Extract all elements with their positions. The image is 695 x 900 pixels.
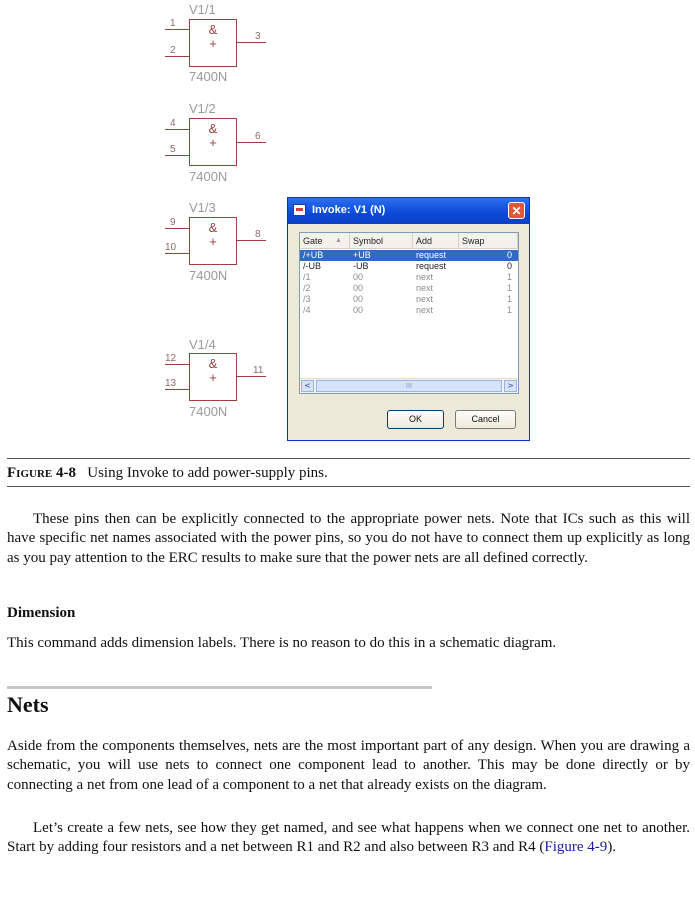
- pin-number: 6: [255, 131, 261, 142]
- pin-number: 13: [165, 378, 177, 389]
- cell-swap: 1: [507, 272, 513, 282]
- section-heading-nets: Nets: [7, 692, 49, 717]
- paragraph: [7, 737, 690, 795]
- cell-gate: /3: [303, 294, 311, 304]
- cell-symbol: +UB: [353, 250, 371, 260]
- and-symbol: &: [208, 121, 218, 136]
- cell-symbol: 00: [353, 272, 364, 282]
- paragraph: [7, 510, 690, 568]
- plus-symbol: +: [209, 36, 217, 51]
- cell-add: next: [416, 272, 434, 282]
- cell-add: request: [416, 250, 447, 260]
- scroll-left-icon[interactable]: <: [301, 380, 314, 392]
- column-header-gate[interactable]: [300, 233, 350, 249]
- gate-ref: V1/2: [189, 101, 216, 116]
- plus-symbol: +: [209, 234, 217, 249]
- input-wire: [165, 253, 189, 254]
- cell-add: request: [416, 261, 447, 271]
- cell-add: next: [416, 305, 434, 315]
- input-wire: [165, 389, 189, 390]
- section-heading-dimension: Dimension: [7, 605, 76, 621]
- cell-swap: 1: [507, 283, 513, 293]
- pin-number: 1: [170, 18, 176, 29]
- part-name: 7400N: [189, 69, 228, 84]
- output-wire: [236, 240, 266, 241]
- cell-swap: 1: [507, 305, 513, 315]
- invoke-dialog: [287, 197, 530, 441]
- gate-ref: V1/1: [189, 2, 216, 17]
- column-label: Swap: [462, 236, 485, 246]
- plus-symbol: +: [209, 370, 217, 385]
- gate-ref: V1/3: [189, 200, 216, 215]
- paragraph: [7, 819, 690, 858]
- cell-gate: /2: [303, 283, 311, 293]
- figure-link[interactable]: Figure 4-9: [544, 839, 608, 856]
- paragraph-text: These pins then can be explicitly connected to the appropriate power nets. Note that ICs such as this will have specific net names associated with the power pins, so you do not have to connect them up explicitly as long as you pay attention to the ERC results to make sure that the power nets are all defined correctly.: [7, 511, 690, 566]
- input-wire: [165, 364, 189, 365]
- column-header-add[interactable]: [413, 233, 459, 249]
- cell-symbol: -UB: [353, 261, 369, 271]
- pin-number: 2: [170, 45, 176, 56]
- list-row[interactable]: [300, 294, 518, 305]
- figure-caption: [7, 465, 328, 482]
- pin-number: 8: [255, 229, 261, 240]
- cell-add: next: [416, 294, 434, 304]
- cell-gate: /+UB: [303, 250, 324, 260]
- scrollbar-thumb[interactable]: III: [316, 380, 502, 392]
- list-row[interactable]: [300, 305, 518, 316]
- input-wire: [165, 155, 189, 156]
- input-wire: [165, 228, 189, 229]
- and-symbol: &: [208, 356, 218, 371]
- column-header-swap[interactable]: [459, 233, 518, 249]
- nand-gate-symbol: [189, 19, 237, 67]
- part-name: 7400N: [189, 268, 228, 283]
- pin-number: 12: [165, 353, 177, 364]
- app-icon: [293, 204, 306, 216]
- part-name: 7400N: [189, 404, 228, 419]
- list-row[interactable]: [300, 272, 518, 283]
- paragraph-text: ).: [607, 839, 617, 856]
- output-wire: [236, 142, 266, 143]
- cell-swap: 1: [507, 294, 513, 304]
- horizontal-scrollbar[interactable]: [300, 378, 518, 393]
- input-wire: [165, 56, 189, 57]
- scroll-right-icon[interactable]: >: [504, 380, 517, 392]
- plus-symbol: +: [209, 135, 217, 150]
- output-wire: [236, 376, 266, 377]
- cell-gate: /4: [303, 305, 311, 315]
- cell-symbol: 00: [353, 294, 364, 304]
- column-label: Add: [416, 236, 433, 246]
- paragraph-text: Aside from the components themselves, nets are the most important part of any design. When you are drawing a schematic, you will use nets to connect one component lead to another. This may be done directly or by connecting a net from one lead of a component to a net that already exists on the diagram.: [7, 738, 690, 793]
- and-symbol: &: [208, 22, 218, 37]
- section-divider: [7, 686, 432, 689]
- caption-rule-bottom: [7, 486, 690, 487]
- cell-symbol: 00: [353, 283, 364, 293]
- pin-number: 9: [170, 217, 176, 228]
- cell-swap: 0: [507, 250, 513, 260]
- cancel-button[interactable]: Cancel: [455, 410, 516, 429]
- column-label: Symbol: [353, 236, 384, 246]
- cell-gate: /-UB: [303, 261, 321, 271]
- and-symbol: &: [208, 220, 218, 235]
- pin-number: 11: [253, 365, 264, 376]
- pin-number: 5: [170, 144, 176, 155]
- sort-ascending-icon: ▲: [335, 237, 342, 244]
- cell-gate: /1: [303, 272, 311, 282]
- cell-add: next: [416, 283, 434, 293]
- close-icon[interactable]: ✕: [508, 202, 525, 219]
- paragraph-text: Let’s create a few nets, see how they get named, and see what happens when we connect one net to another. Start by adding four resistors and a net between R1 and R2 and also between R3 and R4 (: [7, 820, 690, 856]
- dialog-titlebar[interactable]: [288, 198, 529, 224]
- gate-list[interactable]: [299, 232, 519, 394]
- list-row[interactable]: [300, 283, 518, 294]
- pin-number: 4: [170, 118, 176, 129]
- column-label: Gate: [303, 236, 323, 246]
- output-wire: [236, 42, 266, 43]
- ok-button[interactable]: OK: [387, 410, 444, 429]
- gate-ref: V1/4: [189, 337, 216, 352]
- paragraph: [7, 634, 690, 653]
- nand-gate-symbol: [189, 353, 237, 401]
- paragraph-text: This command adds dimension labels. There is no reason to do this in a schematic diagram.: [7, 635, 557, 651]
- figure-caption-text: Using Invoke to add power-supply pins.: [87, 465, 328, 481]
- figure-label: Figure 4-8: [7, 465, 76, 481]
- part-name: 7400N: [189, 169, 228, 184]
- nand-gate-symbol: [189, 118, 237, 166]
- caption-rule-top: [7, 458, 690, 459]
- input-wire: [165, 129, 189, 130]
- cell-swap: 0: [507, 261, 513, 271]
- list-row[interactable]: [300, 261, 518, 272]
- cell-symbol: 00: [353, 305, 364, 315]
- nand-gate-symbol: [189, 217, 237, 265]
- column-header-symbol[interactable]: [350, 233, 413, 249]
- pin-number: 3: [255, 31, 261, 42]
- pin-number: 10: [165, 242, 177, 253]
- list-row[interactable]: [300, 250, 518, 261]
- dialog-title: Invoke: V1 (N): [312, 204, 386, 216]
- input-wire: [165, 29, 189, 30]
